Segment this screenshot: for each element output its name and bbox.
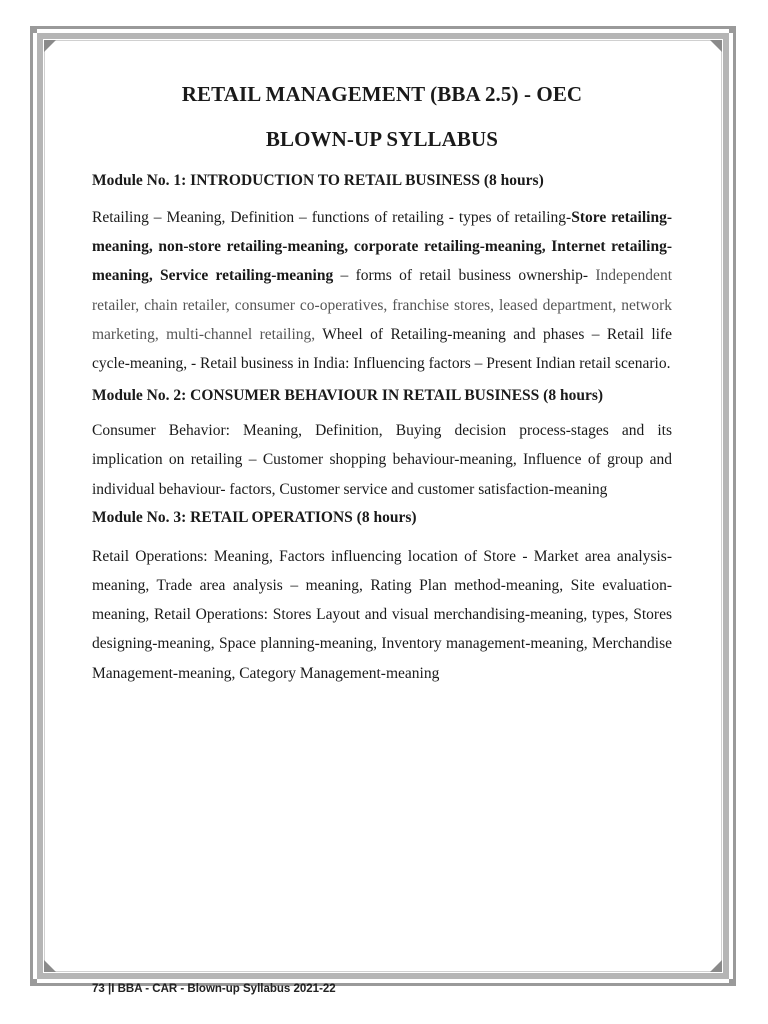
page-footer: 73 |I BBA - CAR - Blown-up Syllabus 2021-22 [92,983,336,995]
module-1-description [92,203,672,378]
document-title: RETAIL MANAGEMENT (BBA 2.5) - OEC [181,82,583,106]
border-dot [32,979,37,984]
text-segment: – forms of retail business ownership- [333,267,596,285]
text-segment: Wheel of Retailing-meaning and phases – Retail life cycle-meaning, - Retail business in India: Influencing factors – Present Indian retail scenario. [92,325,673,373]
border-corner-ornament [44,40,56,52]
document-subtitle: BLOWN-UP SYLLABUS [265,127,499,151]
border-corner-ornament [44,960,56,972]
border-corner-ornament [710,40,722,52]
text-segment-gray: Independent retailer, chain retailer, consumer co-operatives, franchise stores, leased department, network marketing, multi-channel retailing, [92,267,672,343]
text-segment-bold: Store retailing-meaning, non-store retailing-meaning, corporate retailing-meaning, Internet retailing-meaning, Service retailing-meaning [92,209,672,285]
module-1-heading: Module No. 1: INTRODUCTION TO RETAIL BUSINESS (8 hours) [92,172,544,189]
border-dot [32,28,37,33]
border-dot [729,979,734,984]
module-2-description [92,416,672,504]
module-3-heading: Module No. 3: RETAIL OPERATIONS (8 hours) [92,508,417,526]
border-dot [729,28,734,33]
text-segment: Retailing – Meaning, Definition – functions of retailing - types of retailing- [92,209,572,226]
text-segment: Retail Operations: Meaning, Factors influencing location of Store - Market area analysis-meaning, Trade area analysis – meaning, Rating Plan method-meaning, Site evaluation-meaning, Retail Operations: Stores Layout and visual merchandising-meaning, types, Stores designing-meaning, Space planning-meaning, Inventory management-meaning, Merchandise Management-meaning, Category Management-meaning [92,547,672,682]
module-3-description [92,542,672,688]
document-body [92,82,672,688]
border-corner-ornament [710,960,722,972]
text-segment: Consumer Behavior: Meaning, Definition, Buying decision process-stages and its implication on retailing – Customer shopping behaviour-meaning, Influence of group and individual behaviour- factors, Customer service and customer satisfaction-meaning [92,422,672,498]
module-2-heading: Module No. 2: CONSUMER BEHAVIOUR IN RETAIL BUSINESS (8 hours) [92,387,604,405]
